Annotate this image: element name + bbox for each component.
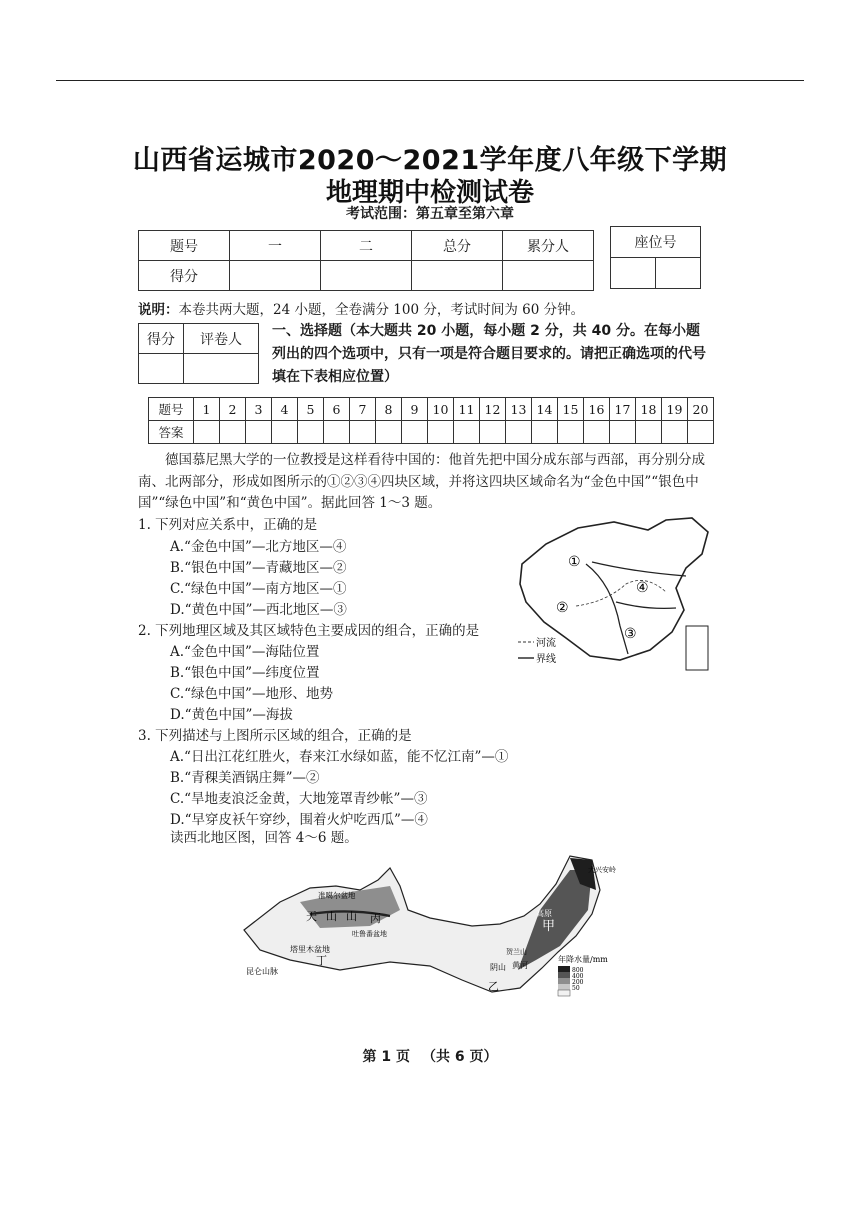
question-option: A.“金色中国”—北方地区—④ xyxy=(170,539,347,555)
question-option: B.“银色中国”—青藏地区—② xyxy=(170,560,347,576)
intro-paragraph: 德国慕尼黑大学的一位教授是这样看待中国的：他首先把中国分成东部与西部，再分别分成南、北两部分，形成如图所示的①②③④四块区域，并将这四块区域命名为“金色中国”“银色中国”“绿色中国”和“黄色中国”。据此回答 1～3 题。 xyxy=(138,452,705,511)
answer-cell[interactable] xyxy=(610,421,636,444)
exam-title-line1: 山西省运城市2020～2021学年度八年级下学期 xyxy=(132,145,728,176)
map-label: 乙 xyxy=(488,980,499,993)
map-label: 高原 xyxy=(536,909,552,918)
legend-swatch xyxy=(558,978,570,984)
question-stem: 2. 下列地理区域及其区域特色主要成因的组合，正确的是 xyxy=(138,623,480,639)
answer-cell[interactable] xyxy=(480,421,506,444)
answer-cell[interactable] xyxy=(636,421,662,444)
question-option: A.“日出江花红胜火，春来江水绿如蓝，能不忆江南”—① xyxy=(170,749,509,765)
exam-title-line2: 地理期中检测试卷 xyxy=(325,178,534,208)
answer-cell[interactable] xyxy=(298,421,324,444)
grader-score-label: 得分 xyxy=(139,324,184,354)
answer-number: 6 xyxy=(324,398,350,421)
answer-number: 11 xyxy=(454,398,480,421)
score-cell[interactable] xyxy=(321,261,412,291)
answer-number: 1 xyxy=(194,398,220,421)
seat-table xyxy=(610,226,701,289)
answer-cell[interactable] xyxy=(584,421,610,444)
answer-cell[interactable] xyxy=(194,421,220,444)
legend-river-label: 河流 xyxy=(536,638,556,649)
answer-number: 5 xyxy=(298,398,324,421)
legend-title: 年降水量/mm xyxy=(558,955,608,964)
exam-scope: 考试范围：第五章至第六章 xyxy=(346,206,514,222)
seat-cell[interactable] xyxy=(611,258,656,289)
page-footer xyxy=(0,1046,860,1066)
answer-cell[interactable] xyxy=(532,421,558,444)
answer-number: 14 xyxy=(532,398,558,421)
score-header: 题号 xyxy=(139,231,230,261)
seat-cell[interactable] xyxy=(656,258,701,289)
map-label: 大兴安岭 xyxy=(588,866,616,874)
instructions-text: 本卷共两大题，24 小题，全卷满分 100 分，考试时间为 60 分钟。 xyxy=(178,302,585,318)
answer-table xyxy=(148,397,714,444)
map-label: 天 xyxy=(306,910,317,923)
grader-name-cell[interactable] xyxy=(184,354,259,384)
answer-number: 19 xyxy=(662,398,688,421)
legend-value: 200 xyxy=(572,979,584,986)
legend-value: 800 xyxy=(572,967,584,974)
score-header: 总分 xyxy=(412,231,503,261)
score-header: 累分人 xyxy=(503,231,594,261)
instructions-label: 说明： xyxy=(138,302,179,318)
answer-number: 13 xyxy=(506,398,532,421)
section-heading xyxy=(272,320,712,389)
map-label: 吐鲁番盆地 xyxy=(352,930,387,938)
answer-number: 7 xyxy=(350,398,376,421)
answer-cell[interactable] xyxy=(558,421,584,444)
answer-number: 20 xyxy=(688,398,714,421)
answer-row-label: 答案 xyxy=(149,421,194,444)
score-cell[interactable] xyxy=(412,261,503,291)
grader-score-cell[interactable] xyxy=(139,354,184,384)
china-regions-map xyxy=(516,514,716,679)
grader-name-label: 评卷人 xyxy=(184,324,259,354)
answer-cell[interactable] xyxy=(428,421,454,444)
map-label: 黄河 xyxy=(512,961,528,970)
legend-value: 400 xyxy=(572,973,584,980)
map-label: 昆仑山脉 xyxy=(246,967,278,976)
answer-number: 9 xyxy=(402,398,428,421)
answer-number: 12 xyxy=(480,398,506,421)
legend-swatch xyxy=(558,966,570,972)
answer-cell[interactable] xyxy=(688,421,714,444)
map-label: 甲 xyxy=(542,919,556,934)
map-label: 塔里木盆地 xyxy=(290,945,330,954)
score-header: 二 xyxy=(321,231,412,261)
answer-number: 3 xyxy=(246,398,272,421)
question-option: D.“早穿皮袄午穿纱，围着火炉吃西瓜”—④ xyxy=(170,812,428,828)
score-cell[interactable] xyxy=(503,261,594,291)
map-label: 丙 xyxy=(370,912,381,925)
answer-cell[interactable] xyxy=(220,421,246,444)
map-label: 准噶尔盆地 xyxy=(318,891,356,900)
question-option: D.“黄色中国”—西北地区—③ xyxy=(170,602,347,618)
region-label: ③ xyxy=(624,626,637,642)
answer-number: 17 xyxy=(610,398,636,421)
region-label: ② xyxy=(556,600,569,616)
answer-cell[interactable] xyxy=(350,421,376,444)
answer-cell[interactable] xyxy=(324,421,350,444)
answer-row-label: 题号 xyxy=(149,398,194,421)
legend-swatch xyxy=(558,990,570,996)
answer-number: 4 xyxy=(272,398,298,421)
answer-cell[interactable] xyxy=(454,421,480,444)
map-label: 山 xyxy=(346,910,357,923)
region-label: ① xyxy=(568,554,581,570)
question-stem: 3. 下列描述与上图所示区域的组合，正确的是 xyxy=(138,728,412,744)
question-option: A.“金色中国”—海陆位置 xyxy=(170,644,320,660)
question-option: C.“旱地麦浪泛金黄，大地笼罩青纱帐”—③ xyxy=(170,791,428,807)
answer-cell[interactable] xyxy=(376,421,402,444)
score-table xyxy=(138,230,594,291)
legend-border-label: 界线 xyxy=(536,654,556,665)
answer-cell[interactable] xyxy=(246,421,272,444)
answer-number: 10 xyxy=(428,398,454,421)
map-instruction: 读西北地区图，回答 4～6 题。 xyxy=(170,830,358,846)
question-option: D.“黄色中国”—海拔 xyxy=(170,707,293,723)
instructions xyxy=(138,298,584,318)
answer-number: 15 xyxy=(558,398,584,421)
question-stem: 1. 下列对应关系中，正确的是 xyxy=(138,517,318,533)
seat-label: 座位号 xyxy=(611,227,701,258)
south-sea-inset xyxy=(686,626,708,670)
grader-table xyxy=(138,323,259,384)
answer-number: 16 xyxy=(584,398,610,421)
answer-number: 18 xyxy=(636,398,662,421)
page-number: 第 1 页 xyxy=(362,1049,410,1065)
answer-cell[interactable] xyxy=(402,421,428,444)
answer-cell[interactable] xyxy=(272,421,298,444)
question-option: B.“青稞美酒锅庄舞”—② xyxy=(170,770,320,786)
answer-number: 2 xyxy=(220,398,246,421)
question-option: B.“银色中国”—纬度位置 xyxy=(170,665,320,681)
top-rule xyxy=(56,80,804,81)
legend-swatch xyxy=(558,984,570,990)
answer-number: 8 xyxy=(376,398,402,421)
legend-swatch xyxy=(558,972,570,978)
region-label: ④ xyxy=(636,580,649,596)
question-option: C.“绿色中国”—南方地区—① xyxy=(170,581,347,597)
map-label: 丁 xyxy=(316,954,327,967)
section-heading-text: 一、选择题（本大题共 20 小题，每小题 2 分，共 40 分。在每小题列出的四个选项中，只有一项是符合题目要求的。请把正确选项的代号填在下表相应位置） xyxy=(272,323,706,385)
score-row-label: 得分 xyxy=(139,261,230,291)
question-option: C.“绿色中国”—地形、地势 xyxy=(170,686,333,702)
map-label: 山 xyxy=(326,910,337,923)
page-total: （共 6 页） xyxy=(422,1049,498,1065)
legend-value: 50 xyxy=(572,985,580,992)
northwest-precip-map xyxy=(240,850,640,1000)
map-label: 贺兰山 xyxy=(506,948,527,956)
score-cell[interactable] xyxy=(230,261,321,291)
score-header: 一 xyxy=(230,231,321,261)
map-label: 阴山 xyxy=(490,963,506,972)
answer-cell[interactable] xyxy=(506,421,532,444)
answer-cell[interactable] xyxy=(662,421,688,444)
